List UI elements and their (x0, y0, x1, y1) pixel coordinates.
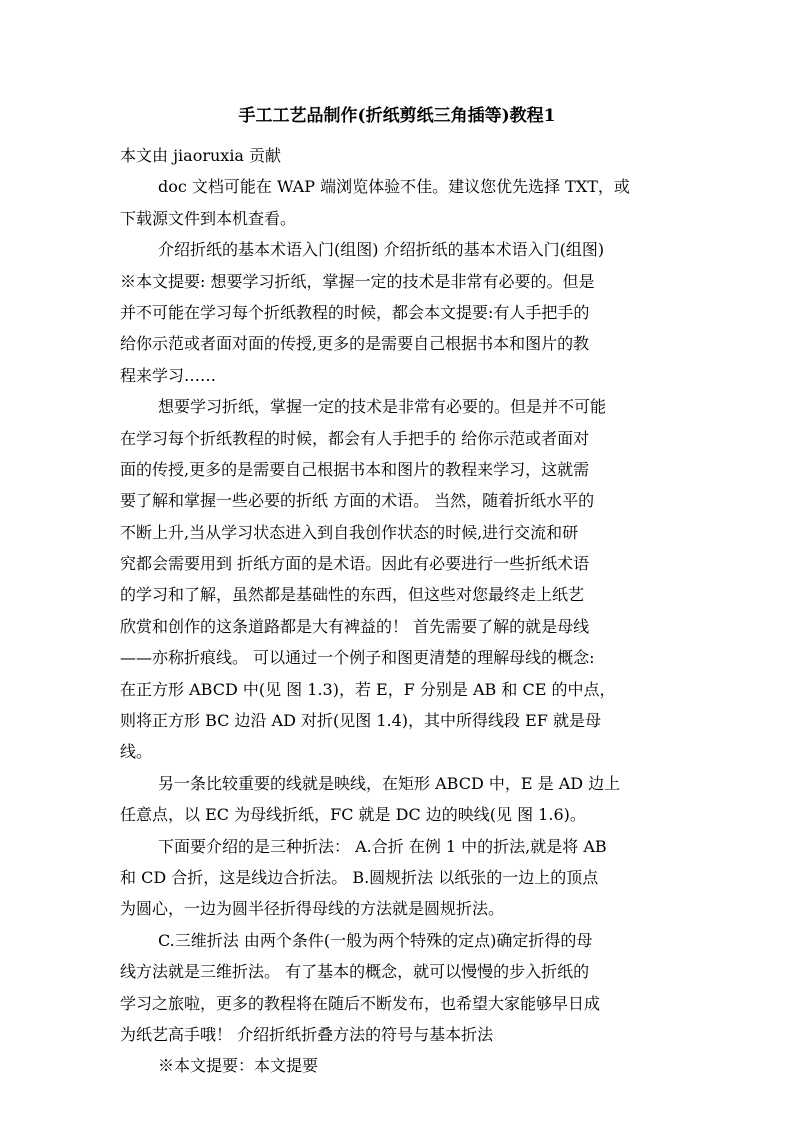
body-line: doc 文档可能在 WAP 端浏览体验不佳。建议您优先选择 TXT，或 (158, 177, 630, 197)
body-line: 为圆心，一边为圆半径折得母线的方法就是圆规折法。 (120, 899, 505, 919)
body-line: ——亦称折痕线。 可以通过一个例子和图更清楚的理解母线的概念: (120, 648, 595, 668)
body-line: C.三维折法 由两个条件(一般为两个特殊的定点)确定折得的母 (158, 930, 593, 950)
body-line: 不断上升,当从学习状态进入到自我创作状态的时候,进行交流和研 (120, 522, 579, 542)
body-line: 程来学习…… (120, 365, 217, 385)
body-line: 下面要介绍的是三种折法： A.合折 在例 1 中的折法,就是将 AB (158, 836, 607, 856)
body-line: 和 CD 合折，这是线边合折法。 B.圆规折法 以纸张的一边上的顶点 (120, 867, 599, 887)
body-line: 线方法就是三维折法。 有了基本的概念，就可以慢慢的步入折纸的 (120, 962, 590, 982)
body-line: 要了解和掌握一些必要的折纸 方面的术语。 当然，随着折纸水平的 (120, 491, 595, 511)
body-line: 给你示范或者面对面的传授,更多的是需要自己根据书本和图片的教 (120, 334, 590, 354)
body-line: 在正方形 ABCD 中(见 图 1.3)，若 E，F 分别是 AB 和 CE 的中点， (120, 679, 616, 699)
body-line: 学习之旅啦，更多的教程将在随后不断发布，也希望大家能够早日成 (120, 993, 601, 1013)
body-line: 面的传授,更多的是需要自己根据书本和图片的教程来学习，这就需 (120, 459, 590, 479)
body-line: 本文由 jiaoruxia 贡献 (120, 146, 282, 165)
document-body (120, 140, 688, 1082)
body-line: 介绍折纸的基本术语入门(组图) 介绍折纸的基本术语入门(组图) (158, 240, 605, 260)
body-line: 欣赏和创作的这条道路都是大有裨益的！ 首先需要了解的就是母线 (120, 616, 590, 636)
document-title: 手工工艺品制作(折纸剪纸三角插等)教程1 (238, 106, 556, 126)
body-line: 线。 (120, 742, 153, 762)
body-line: ※本文提要：本文提要 (158, 1056, 319, 1076)
body-line: 并不可能在学习每个折纸教程的时候，都会本文提要:有人手把手的 (120, 302, 590, 322)
body-line: 则将正方形 BC 边沿 AD 对折(见图 1.4)，其中所得线段 EF 就是母 (120, 711, 601, 731)
body-line: 另一条比较重要的线就是映线，在矩形 ABCD 中，E 是 AD 边上 (158, 773, 621, 793)
body-line: 下载源文件到本机查看。 (120, 208, 297, 228)
body-line: 为纸艺高手哦！ 介绍折纸折叠方法的符号与基本折法 (120, 1024, 494, 1044)
body-line: 任意点，以 EC 为母线折纸，FC 就是 DC 边的映线(见 图 1.6)。 (120, 805, 586, 825)
body-line: ※本文提要: 想要学习折纸，掌握一定的技术是非常有必要的。但是 (120, 271, 595, 291)
body-line: 在学习每个折纸教程的时候，都会有人手把手的 给你示范或者面对 (120, 428, 590, 448)
body-line: 究都会需要用到 折纸方面的是术语。因此有必要进行一些折纸术语 (120, 554, 590, 574)
body-line: 的学习和了解，虽然都是基础性的东西，但这些对您最终走上纸艺 (120, 585, 585, 605)
body-line: 想要学习折纸，掌握一定的技术是非常有必要的。但是并不可能 (158, 397, 607, 417)
